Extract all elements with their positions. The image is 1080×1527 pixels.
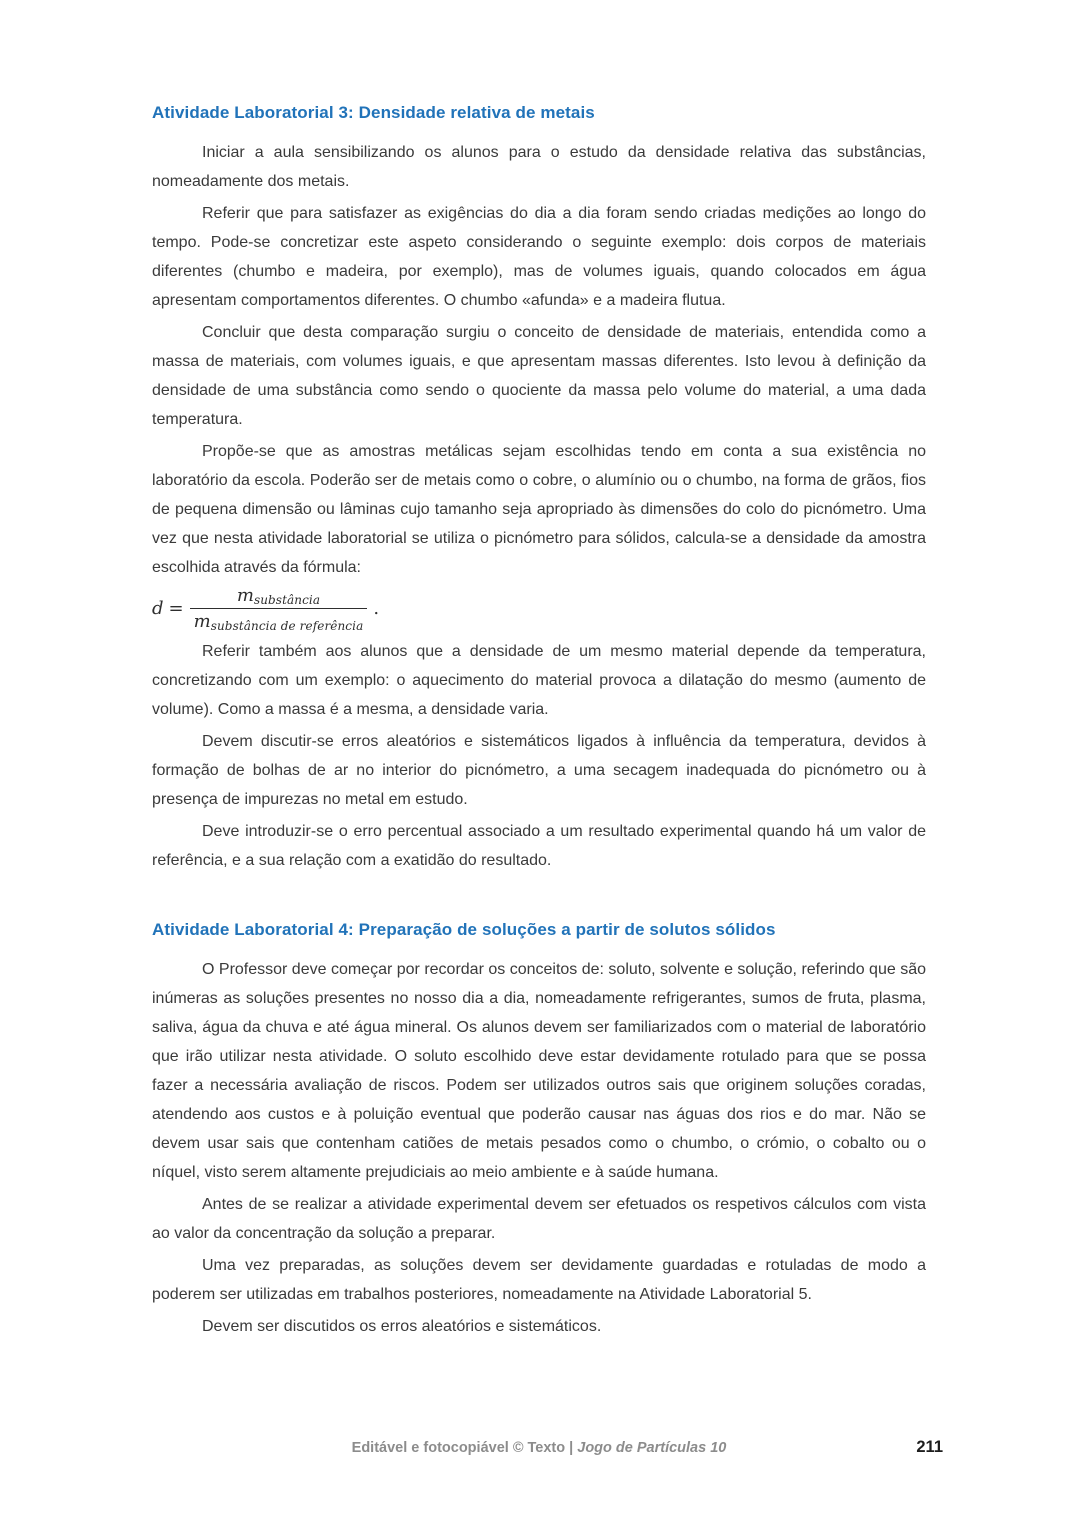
section-activity-3 (152, 103, 926, 875)
activity-4-heading: Atividade Laboratorial 4: Preparação de soluções a partir de solutos sólidos (152, 920, 776, 939)
paragraph: Propõe-se que as amostras metálicas sejam escolhidas tendo em conta a sua existência no laboratório da escola. Poderão ser de metais como o cobre, o alumínio ou o chumbo, na forma de grãos, fios de pequena dimensão ou lâminas cujo tamanho seja apropriado às dimensões do colo do picnómetro. Uma vez que nesta atividade laboratorial se utiliza o picnómetro para sólidos, calcula-se a densidade da amostra escolhida através da fórmula: (152, 443, 926, 576)
page-content (152, 103, 926, 1344)
paragraph: Devem discutir-se erros aleatórios e sistemáticos ligados à influência da temperatura, devidos à formação de bolhas de ar no interior do picnómetro, a uma secagem inadequada do picnómetro ou à presença de impurezas no metal em estudo. (152, 733, 926, 808)
activity-3-heading: Atividade Laboratorial 3: Densidade relativa de metais (152, 103, 595, 122)
section-activity-4 (152, 920, 926, 1341)
paragraph: Devem ser discutidos os erros aleatórios e sistemáticos. (202, 1318, 602, 1335)
footer-imprint (152, 1440, 926, 1456)
numerator-symbol: m (236, 585, 254, 606)
paragraph: Antes de se realizar a atividade experimental devem ser efetuados os respetivos cálculos com vista ao valor da concentração da solução a preparar. (152, 1196, 926, 1242)
paragraph: Uma vez preparadas, as soluções devem ser devidamente guardadas e rotuladas de modo a poderem ser utilizadas em trabalhos posteriores, nomeadamente na Atividade Laboratorial 5. (152, 1257, 926, 1303)
formula-period: . (373, 598, 380, 619)
paragraph: Iniciar a aula sensibilizando os alunos para o estudo da densidade relativa das substâncias, nomeadamente dos metais. (152, 144, 926, 190)
fraction-denominator (190, 609, 368, 632)
density-formula (152, 585, 926, 632)
paragraph: O Professor deve começar por recordar os conceitos de: soluto, solvente e solução, referindo que são inúmeras as soluções presentes no nosso dia a dia, nomeadamente refrigerantes, sumos de fruta, plasma, saliva, água da chuva e até água mineral. Os alunos devem ser familiarizados com o material de laboratório que irão utilizar nesta atividade. O soluto escolhido deve estar devidamente rotulado para que se possa fazer a necessária avaliação de riscos. Podem ser utilizados outros sais que originem soluções coradas, atendendo aos custos e à poluição eventual que poderão causar nas águas dos rios e do mar. Não se devem usar sais que contenham catiões de metais pesados como o chumbo, o crómio, o cobalto ou o níquel, visto serem altamente prejudiciais ao meio ambiente e à saúde humana. (152, 961, 926, 1181)
equals-sign: = (168, 598, 184, 619)
page-number: 211 (916, 1438, 943, 1456)
numerator-subscript: substância (253, 593, 321, 607)
paragraph: Referir que para satisfazer as exigências do dia a dia foram sendo criadas medições ao longo do tempo. Pode-se concretizar este aspeto considerando o seguinte exemplo: dois corpos de materiais diferentes (chumbo e madeira, por exemplo), mas de volumes iguais, quando colocados em água apresentam comportamentos diferentes. O chumbo «afunda» e a madeira flutua. (152, 205, 926, 309)
footer-imprint-text: Editável e fotocopiável © Texto | (351, 1440, 578, 1456)
formula-variable: d (152, 598, 164, 619)
page-footer (152, 1440, 926, 1464)
paragraph: Referir também aos alunos que a densidade de um mesmo material depende da temperatura, concretizando com um exemplo: o aquecimento do material provoca a dilatação do mesmo (aumento de volume). Como a massa é a mesma, a densidade varia. (152, 643, 926, 718)
fraction-numerator (190, 585, 368, 609)
paragraph: Deve introduzir-se o erro percentual associado a um resultado experimental quando há um valor de referência, e a sua relação com a exatidão do resultado. (152, 823, 926, 869)
denominator-subscript: substância de referência (210, 619, 364, 633)
paragraph: Concluir que desta comparação surgiu o conceito de densidade de materiais, entendida como a massa de materiais, com volumes iguais, e que apresentam massas diferentes. Isto levou à definição da densidade de uma substância como sendo o quociente da massa pelo volume do material, a uma dada temperatura. (152, 324, 926, 428)
fraction (190, 585, 368, 632)
denominator-symbol: m (193, 611, 211, 632)
footer-book-title: Jogo de Partículas 10 (577, 1440, 727, 1456)
